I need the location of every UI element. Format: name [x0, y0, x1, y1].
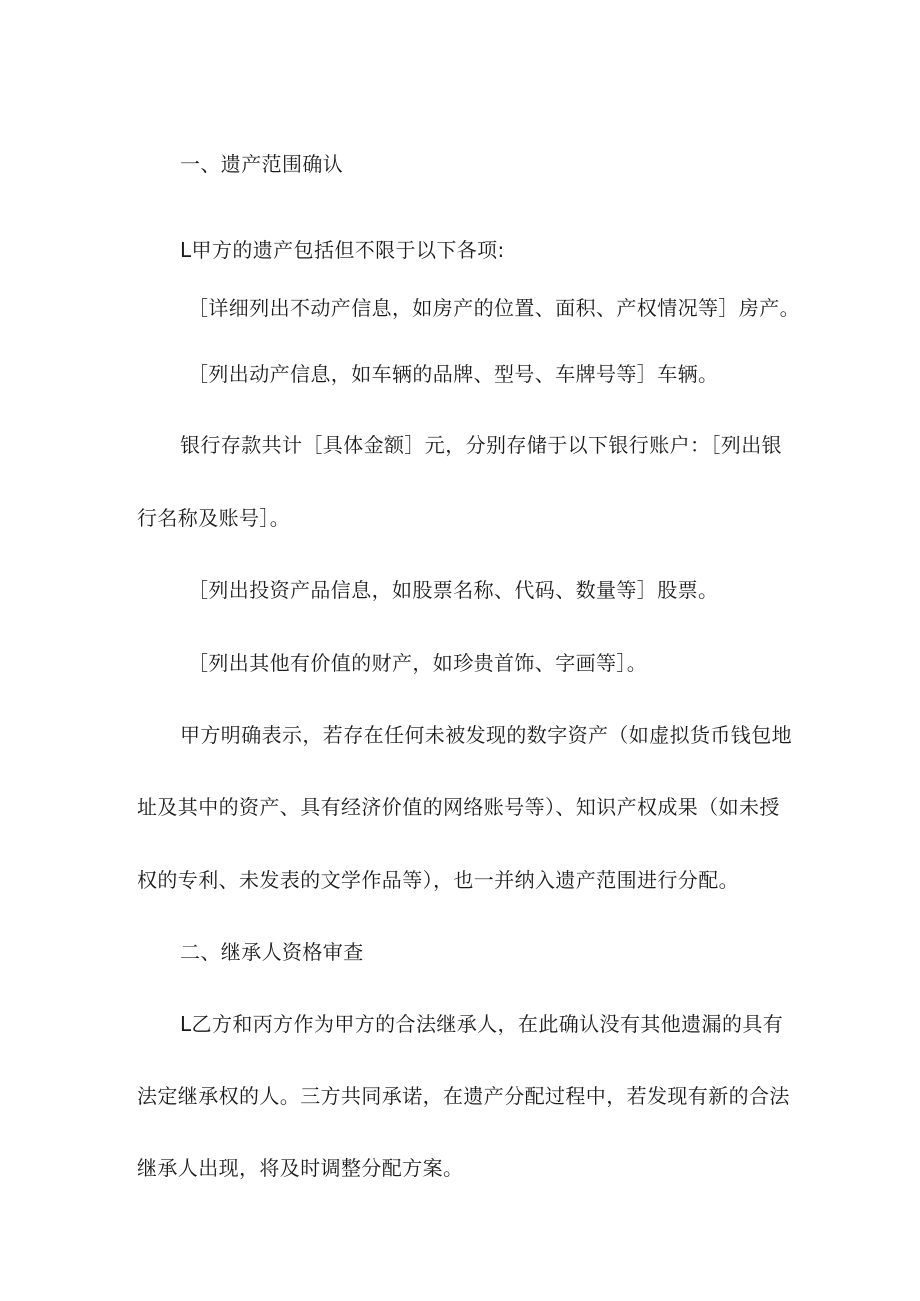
digital-assets-line3: 权的专利、未发表的文学作品等），也一并纳入遗产范围进行分配。	[137, 868, 739, 892]
stock-item: ［列出投资产品信息，如股票名称、代码、数量等］股票。	[188, 578, 719, 602]
digital-assets-line2: 址及其中的资产、具有经济价值的网络账号等）、知识产权成果（如未授	[137, 795, 780, 819]
heir-para-line3: 继承人出现，将及时调整分配方案。	[137, 1156, 464, 1180]
section-heading-estate-scope: 一、遗产范围确认	[180, 152, 344, 176]
real-estate-item: ［详细列出不动产信息，如房产的位置、面积、产权情况等］房产。	[188, 296, 800, 320]
section-heading-heir-review: 二、继承人资格审查	[180, 940, 364, 964]
valuables-item: ［列出其他有价值的财产，如珍贵首饰、字画等］。	[188, 651, 648, 675]
vehicle-item: ［列出动产信息，如车辆的品牌、型号、车牌号等］车辆。	[188, 362, 719, 386]
estate-intro: L甲方的遗产包括但不限于以下各项:	[180, 238, 505, 262]
digital-assets-line1: 甲方明确表示，若存在任何未被发现的数字资产（如虚拟货币钱包地	[180, 723, 792, 747]
heir-para-line1: L乙方和丙方作为甲方的合法继承人，在此确认没有其他遗漏的具有	[180, 1012, 784, 1036]
heir-para-line2: 法定继承权的人。三方共同承诺，在遗产分配过程中，若发现有新的合法	[137, 1084, 790, 1108]
bank-deposit-line1: 银行存款共计［具体金额］元，分别存储于以下银行账户：［列出银	[180, 433, 782, 457]
bank-deposit-line2: 行名称及账号］。	[137, 506, 291, 530]
